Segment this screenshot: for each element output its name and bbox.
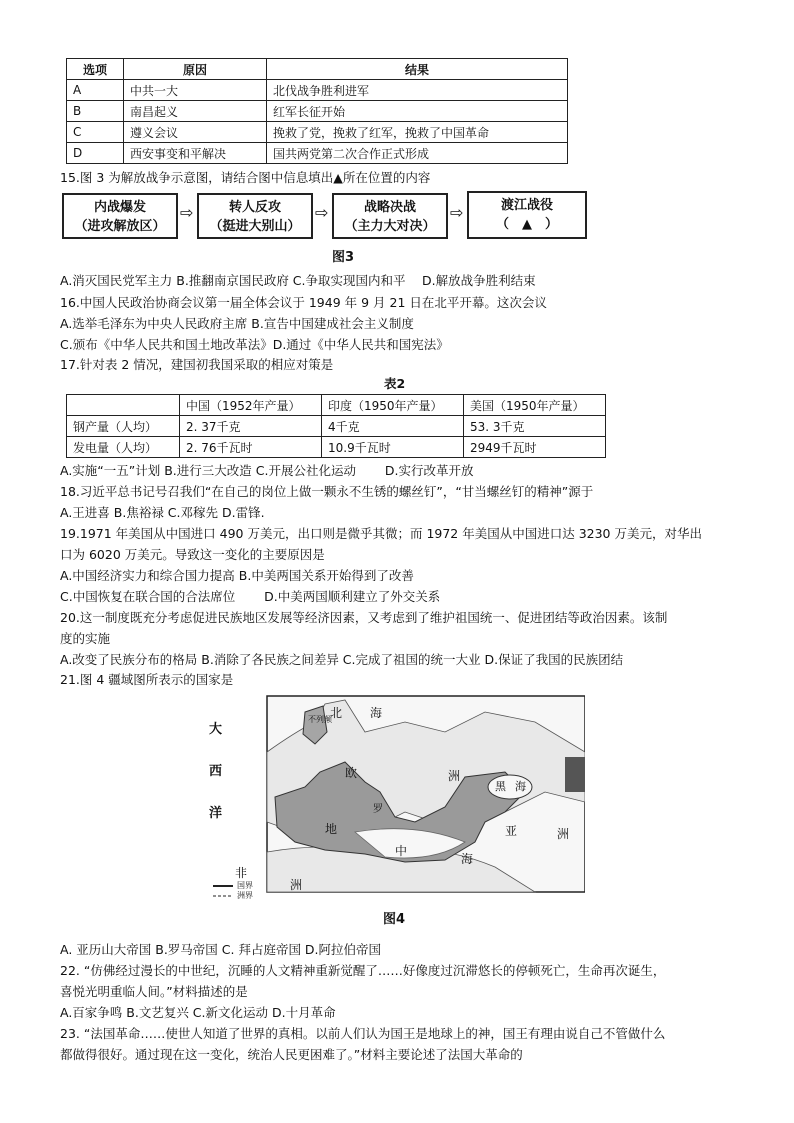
table-row [67,416,606,437]
flow-box-2 [197,193,313,239]
legend-continent: 洲界 [237,891,253,900]
q19-stem-2: 口为 6020 万美元。导致这一变化的主要原因是 [60,547,325,562]
flow-box-4-title: 渡江战役 [500,198,553,213]
map-label: 洋 [209,806,223,821]
q18-options: A.王进喜 B.焦裕禄 C.邓稼先 D.雷锋. [60,505,265,520]
empire-map [205,692,585,932]
cell: 2949千瓦时 [464,437,606,458]
cell: 国共两党第二次合作正式形成 [267,143,568,164]
cell: 红军长征开始 [267,101,568,122]
q16-options-1: A.选举毛泽东为中央人民政府主席 B.宣告中国建成社会主义制度 [60,316,414,331]
map-label: 海 [515,780,526,793]
q16-options-2: C.颁布《中华人民共和国土地改革法》D.通过《中华人民共和国宪法》 [60,337,449,352]
map-label: 不列颠 [308,715,332,724]
map-label: 地 [325,822,338,836]
q19-options-2: C.中国恢复在联合国的合法席位 D.中美两国顺利建立了外交关系 [60,589,441,604]
production-table [66,394,606,458]
cell [67,395,180,416]
header-option: 选项 [67,59,124,80]
answer-table [66,58,568,164]
arrow-right-icon: ⇨ [450,203,464,222]
map-label: 海 [461,852,474,866]
map-label: 北 [330,706,343,720]
q17-options: A.实施“一五”计划 B.进行三大改造 C.开展公社化运动 D.实行改革开放 [60,463,474,478]
cell: C [67,122,124,143]
flow-box-2-title: 转人反攻 [228,200,281,215]
map-label: 黑 [495,780,506,793]
q16-stem: 16.中国人民政治协商会议第一届全体会议于 1949 年 9 月 21 日在北平开幕。这次会议 [60,295,547,310]
table-row [67,122,568,143]
cell: 发电量（人均） [67,437,180,458]
q22-stem-1: 22. “仿佛经过漫长的中世纪，沉睡的人文精神重新觉醒了……好像度过沉滞悠长的停顿死亡，生命再次诞生， [60,963,666,978]
flow-box-3 [332,193,448,239]
q23-stem-2: 都做得很好。通过现在这一变化，统治人民更困难了。”材料主要论述了法国大革命的 [60,1047,523,1062]
figure-4-caption: 图4 [383,912,406,927]
table-header-row [67,59,568,80]
cell: 2. 76千瓦时 [180,437,322,458]
header-reason: 原因 [124,59,267,80]
map-label: 洲 [557,827,570,841]
map-label: 大 [209,722,223,737]
cell: 中国（1952年产量） [180,395,322,416]
q21-stem: 21.图 4 疆域图所表示的国家是 [60,672,234,687]
flow-box-1 [62,193,178,239]
flow-box-4-sub: （ ▲ ） [496,217,558,232]
table-row [67,101,568,122]
q20-options: A.改变了民族分布的格局 B.消除了各民族之间差异 C.完成了祖国的统一大业 D.保证了我国的民族团结 [60,652,624,667]
cell: 2. 37千克 [180,416,322,437]
map-graphic [205,692,585,932]
q18-stem: 18.习近平总书记号召我们“在自己的岗位上做一颗永不生锈的螺丝钉”，“甘当螺丝钉的精神”源于 [60,484,594,499]
cell: 53. 3千克 [464,416,606,437]
map-label: 亚 [505,824,518,838]
table-header-row [67,395,606,416]
q17-stem: 17.针对表 2 情况，建国初我国采取的相应对策是 [60,357,334,372]
table-row [67,80,568,101]
q22-stem-2: 喜悦光明重临人间。”材料描述的是 [60,984,248,999]
figure-3-caption: 图3 [332,250,355,265]
q20-stem-1: 20.这一制度既充分考虑促进民族地区发展等经济因素，又考虑到了维护祖国统一、促进团结等政治因素。该制 [60,610,668,625]
table-row [67,143,568,164]
legend-border: 国界 [237,881,253,890]
flow-box-3-title: 战略决战 [363,200,416,215]
cell: 西安事变和平解决 [124,143,267,164]
cell: 南昌起义 [124,101,267,122]
cell: A [67,80,124,101]
q23-stem-1: 23. “法国革命……使世人知道了世界的真相。以前人们认为国王是地球上的神，国王有理由说自己不管做什么 [60,1026,666,1041]
cell: 美国（1950年产量） [464,395,606,416]
arrow-right-icon: ⇨ [180,203,194,222]
cell: D [67,143,124,164]
arrow-right-icon: ⇨ [315,203,329,222]
map-label: 欧 [345,766,358,780]
q22-options: A.百家争鸣 B.文艺复兴 C.新文化运动 D.十月革命 [60,1005,336,1020]
map-label: 洲 [448,769,461,783]
flow-box-1-sub: （进攻解放区） [74,219,166,234]
header-result: 结果 [267,59,568,80]
q15-options: A.消灭国民党军主力 B.推翻南京国民政府 C.争取实现国内和平 D.解放战争胜利结束 [60,273,536,288]
cell: B [67,101,124,122]
q15-stem: 15.图 3 为解放战争示意图，请结合图中信息填出▲所在位置的内容 [60,170,431,185]
cell: 挽救了党，挽救了红军，挽救了中国革命 [267,122,568,143]
map-label: 西 [209,764,223,779]
flow-box-1-title: 内战爆发 [93,200,146,215]
q21-options: A. 亚历山大帝国 B.罗马帝国 C. 拜占庭帝国 D.阿拉伯帝国 [60,942,382,957]
cell: 钢产量（人均） [67,416,180,437]
cell: 遵义会议 [124,122,267,143]
flow-box-2-sub: （挺进大别山） [209,219,301,234]
table-2-title: 表2 [384,376,406,391]
cell: 4千克 [322,416,464,437]
cell: 印度（1950年产量） [322,395,464,416]
q20-stem-2: 度的实施 [60,631,111,646]
q19-stem-1: 19.1971 年美国从中国进口 490 万美元，出口则是微乎其微；而 1972 年美国从中国进口达 3230 万美元，对华出 [60,526,702,541]
flow-box-4 [467,191,587,239]
flow-box-3-sub: （主力大对决） [344,219,436,234]
cell: 中共一大 [124,80,267,101]
map-label: 非 [235,866,248,880]
map-label: 中 [395,844,408,858]
table-row [67,437,606,458]
map-label: 罗 [373,804,383,815]
cell: 北伐战争胜利进军 [267,80,568,101]
cell: 10.9千瓦时 [322,437,464,458]
q19-options-1: A.中国经济实力和综合国力提高 B.中美两国关系开始得到了改善 [60,568,414,583]
map-label: 海 [370,706,383,720]
map-label: 洲 [290,878,303,892]
